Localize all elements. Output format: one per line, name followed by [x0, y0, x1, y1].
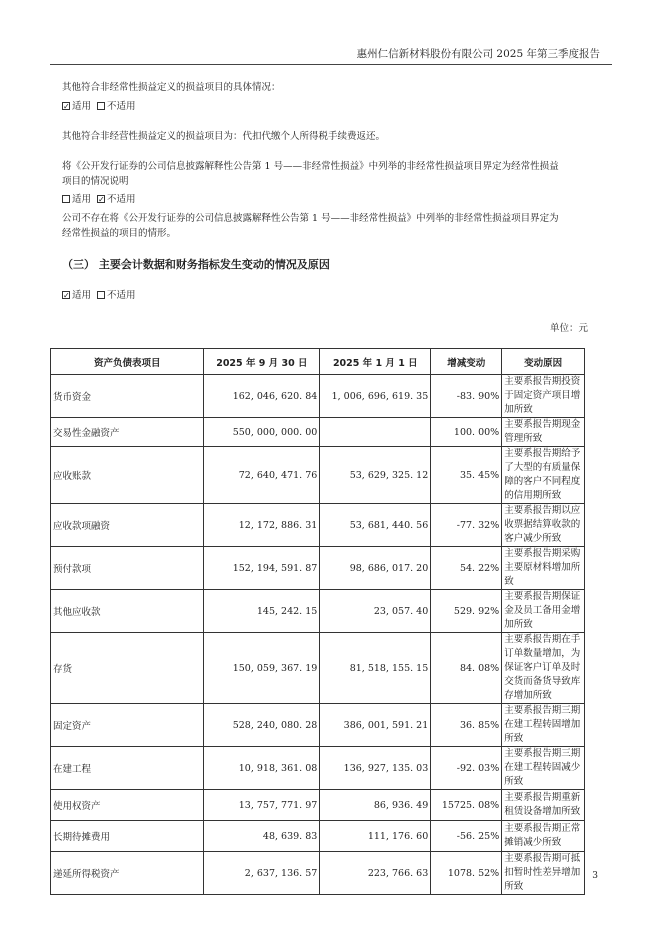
row-begin-value: 136, 927, 135. 03: [320, 747, 431, 790]
row-item: 递延所得税资产: [51, 852, 204, 895]
row-end-value: 48, 639. 83: [204, 821, 320, 852]
row-begin-value: 111, 176. 60: [320, 821, 431, 852]
table-row: [51, 704, 585, 747]
row-item: 存货: [51, 633, 204, 704]
checkbox-empty-icon: [97, 291, 105, 299]
table-row: [51, 590, 585, 633]
row-change: 1078. 52%: [431, 852, 502, 895]
section-options: [62, 288, 602, 303]
page-number: 3: [592, 871, 598, 881]
table-row: [51, 547, 585, 590]
table-row: [51, 852, 585, 895]
row-item: 使用权资产: [51, 790, 204, 821]
row-reason: 主要系报告期三期在建工程转固减少所致: [502, 747, 585, 790]
row-change: 100. 00%: [431, 418, 502, 447]
row-end-value: 150, 059, 367. 19: [204, 633, 320, 704]
row-begin-value: 53, 629, 325. 12: [320, 447, 431, 504]
header-item: 资产负债表项目: [51, 349, 204, 375]
row-change: -83. 90%: [431, 375, 502, 418]
row-reason: 主要系报告期在手订单数量增加，为保证客户订单及时交货而备货导致库存增加所致: [502, 633, 585, 704]
row-item: 应收账款: [51, 447, 204, 504]
checkbox-empty-icon: [97, 102, 105, 110]
row-reason: 主要系报告期可抵扣暂时性差异增加所致: [502, 852, 585, 895]
row-end-value: 550, 000, 000. 00: [204, 418, 320, 447]
header-reason: 变动原因: [502, 349, 585, 375]
row-change: 54. 22%: [431, 547, 502, 590]
row-change: -56. 25%: [431, 821, 502, 852]
row-reason: 主要系报告期重新租赁设备增加所致: [502, 790, 585, 821]
row-reason: 主要系报告期以应收票据结算收款的客户减少所致: [502, 504, 585, 547]
option-not-applicable: 不适用: [107, 194, 136, 205]
header-change: 增减变动: [431, 349, 502, 375]
section-title: （三） 主要会计数据和财务指标发生变动的情况及原因: [62, 258, 330, 271]
header-rule: [50, 64, 612, 65]
row-end-value: 12, 172, 886. 31: [204, 504, 320, 547]
row-end-value: 72, 640, 471. 76: [204, 447, 320, 504]
row-change: 36. 85%: [431, 704, 502, 747]
checkbox-checked-icon: [97, 195, 105, 203]
explanation-text-line1: 公司不存在将《公开发行证券的公司信息披露解释性公告第 1 号——非经常性损益》中列举的非经常性损益项目界定为: [62, 213, 559, 224]
row-begin-value: 223, 766. 63: [320, 852, 431, 895]
row-item: 长期待摊费用: [51, 821, 204, 852]
other-items-detail: 其他符合非经营性损益定义的损益项目为：代扣代缴个人所得税手续费返还。: [62, 131, 386, 142]
table-row: [51, 790, 585, 821]
row-begin-value: 23, 057. 40: [320, 590, 431, 633]
option-not-applicable: 不适用: [107, 290, 136, 301]
row-reason: 主要系报告期正常摊销减少所致: [502, 821, 585, 852]
table-row: [51, 375, 585, 418]
row-begin-value: [320, 418, 431, 447]
row-item: 预付款项: [51, 547, 204, 590]
row-reason: 主要系报告期投资于固定资产项目增加所致: [502, 375, 585, 418]
option-applicable: 适用: [72, 290, 92, 301]
table-row: [51, 504, 585, 547]
explanation-text-line2: 经常性损益的项目的情形。: [62, 228, 177, 239]
row-change: 35. 45%: [431, 447, 502, 504]
row-end-value: 152, 194, 591. 87: [204, 547, 320, 590]
row-change: 529. 92%: [431, 590, 502, 633]
row-item: 固定资产: [51, 704, 204, 747]
table-row: [51, 633, 585, 704]
table-row: [51, 747, 585, 790]
row-change: 15725. 08%: [431, 790, 502, 821]
balance-sheet-table: [50, 348, 585, 895]
row-item: 其他应收款: [51, 590, 204, 633]
row-item: 在建工程: [51, 747, 204, 790]
row-reason: 主要系报告期给予了大型的有质量保障的客户不同程度的信用期所致: [502, 447, 585, 504]
row-change: 84. 08%: [431, 633, 502, 704]
checkbox-checked-icon: [62, 291, 70, 299]
row-reason: 主要系报告期采购主要原材料增加所致: [502, 547, 585, 590]
explanation-title-line2: 项目的情况说明: [62, 176, 129, 187]
row-begin-value: 53, 681, 440. 56: [320, 504, 431, 547]
row-end-value: 145, 242. 15: [204, 590, 320, 633]
table-header-row: [51, 349, 585, 375]
row-begin-value: 81, 518, 155. 15: [320, 633, 431, 704]
option-applicable: 适用: [72, 101, 92, 112]
row-item: 货币资金: [51, 375, 204, 418]
row-begin-value: 98, 686, 017. 20: [320, 547, 431, 590]
page-header: 惠州仁信新材料股份有限公司 2025 年第三季度报告: [356, 48, 600, 60]
row-begin-value: 86, 936. 49: [320, 790, 431, 821]
unit-label: 单位：元: [549, 323, 588, 334]
table-row: [51, 447, 585, 504]
row-end-value: 13, 757, 771. 97: [204, 790, 320, 821]
header-end-date: 2025 年 9 月 30 日: [204, 349, 320, 375]
row-begin-value: 386, 001, 591. 21: [320, 704, 431, 747]
row-reason: 主要系报告期三期在建工程转固增加所致: [502, 704, 585, 747]
checkbox-empty-icon: [62, 195, 70, 203]
header-begin-date: 2025 年 1 月 1 日: [320, 349, 431, 375]
table-row: [51, 418, 585, 447]
row-begin-value: 1, 006, 696, 619. 35: [320, 375, 431, 418]
row-change: -77. 32%: [431, 504, 502, 547]
row-change: -92. 03%: [431, 747, 502, 790]
table-row: [51, 821, 585, 852]
row-item: 应收款项融资: [51, 504, 204, 547]
other-items-options: [62, 99, 602, 114]
explanation-options: [62, 192, 602, 207]
row-end-value: 162, 046, 620. 84: [204, 375, 320, 418]
row-item: 交易性金融资产: [51, 418, 204, 447]
checkbox-checked-icon: [62, 102, 70, 110]
row-reason: 主要系报告期现金管理所致: [502, 418, 585, 447]
option-not-applicable: 不适用: [107, 101, 136, 112]
explanation-title-line1: 将《公开发行证券的公司信息披露解释性公告第 1 号——非经常性损益》中列举的非经常性损益项目界定为经常性损益: [62, 161, 559, 172]
row-end-value: 10, 918, 361. 08: [204, 747, 320, 790]
row-reason: 主要系报告期保证金及员工备用金增加所致: [502, 590, 585, 633]
row-end-value: 2, 637, 136. 57: [204, 852, 320, 895]
other-items-question: 其他符合非经常性损益定义的损益项目的具体情况：: [62, 82, 281, 93]
option-applicable: 适用: [72, 194, 92, 205]
row-end-value: 528, 240, 080. 28: [204, 704, 320, 747]
